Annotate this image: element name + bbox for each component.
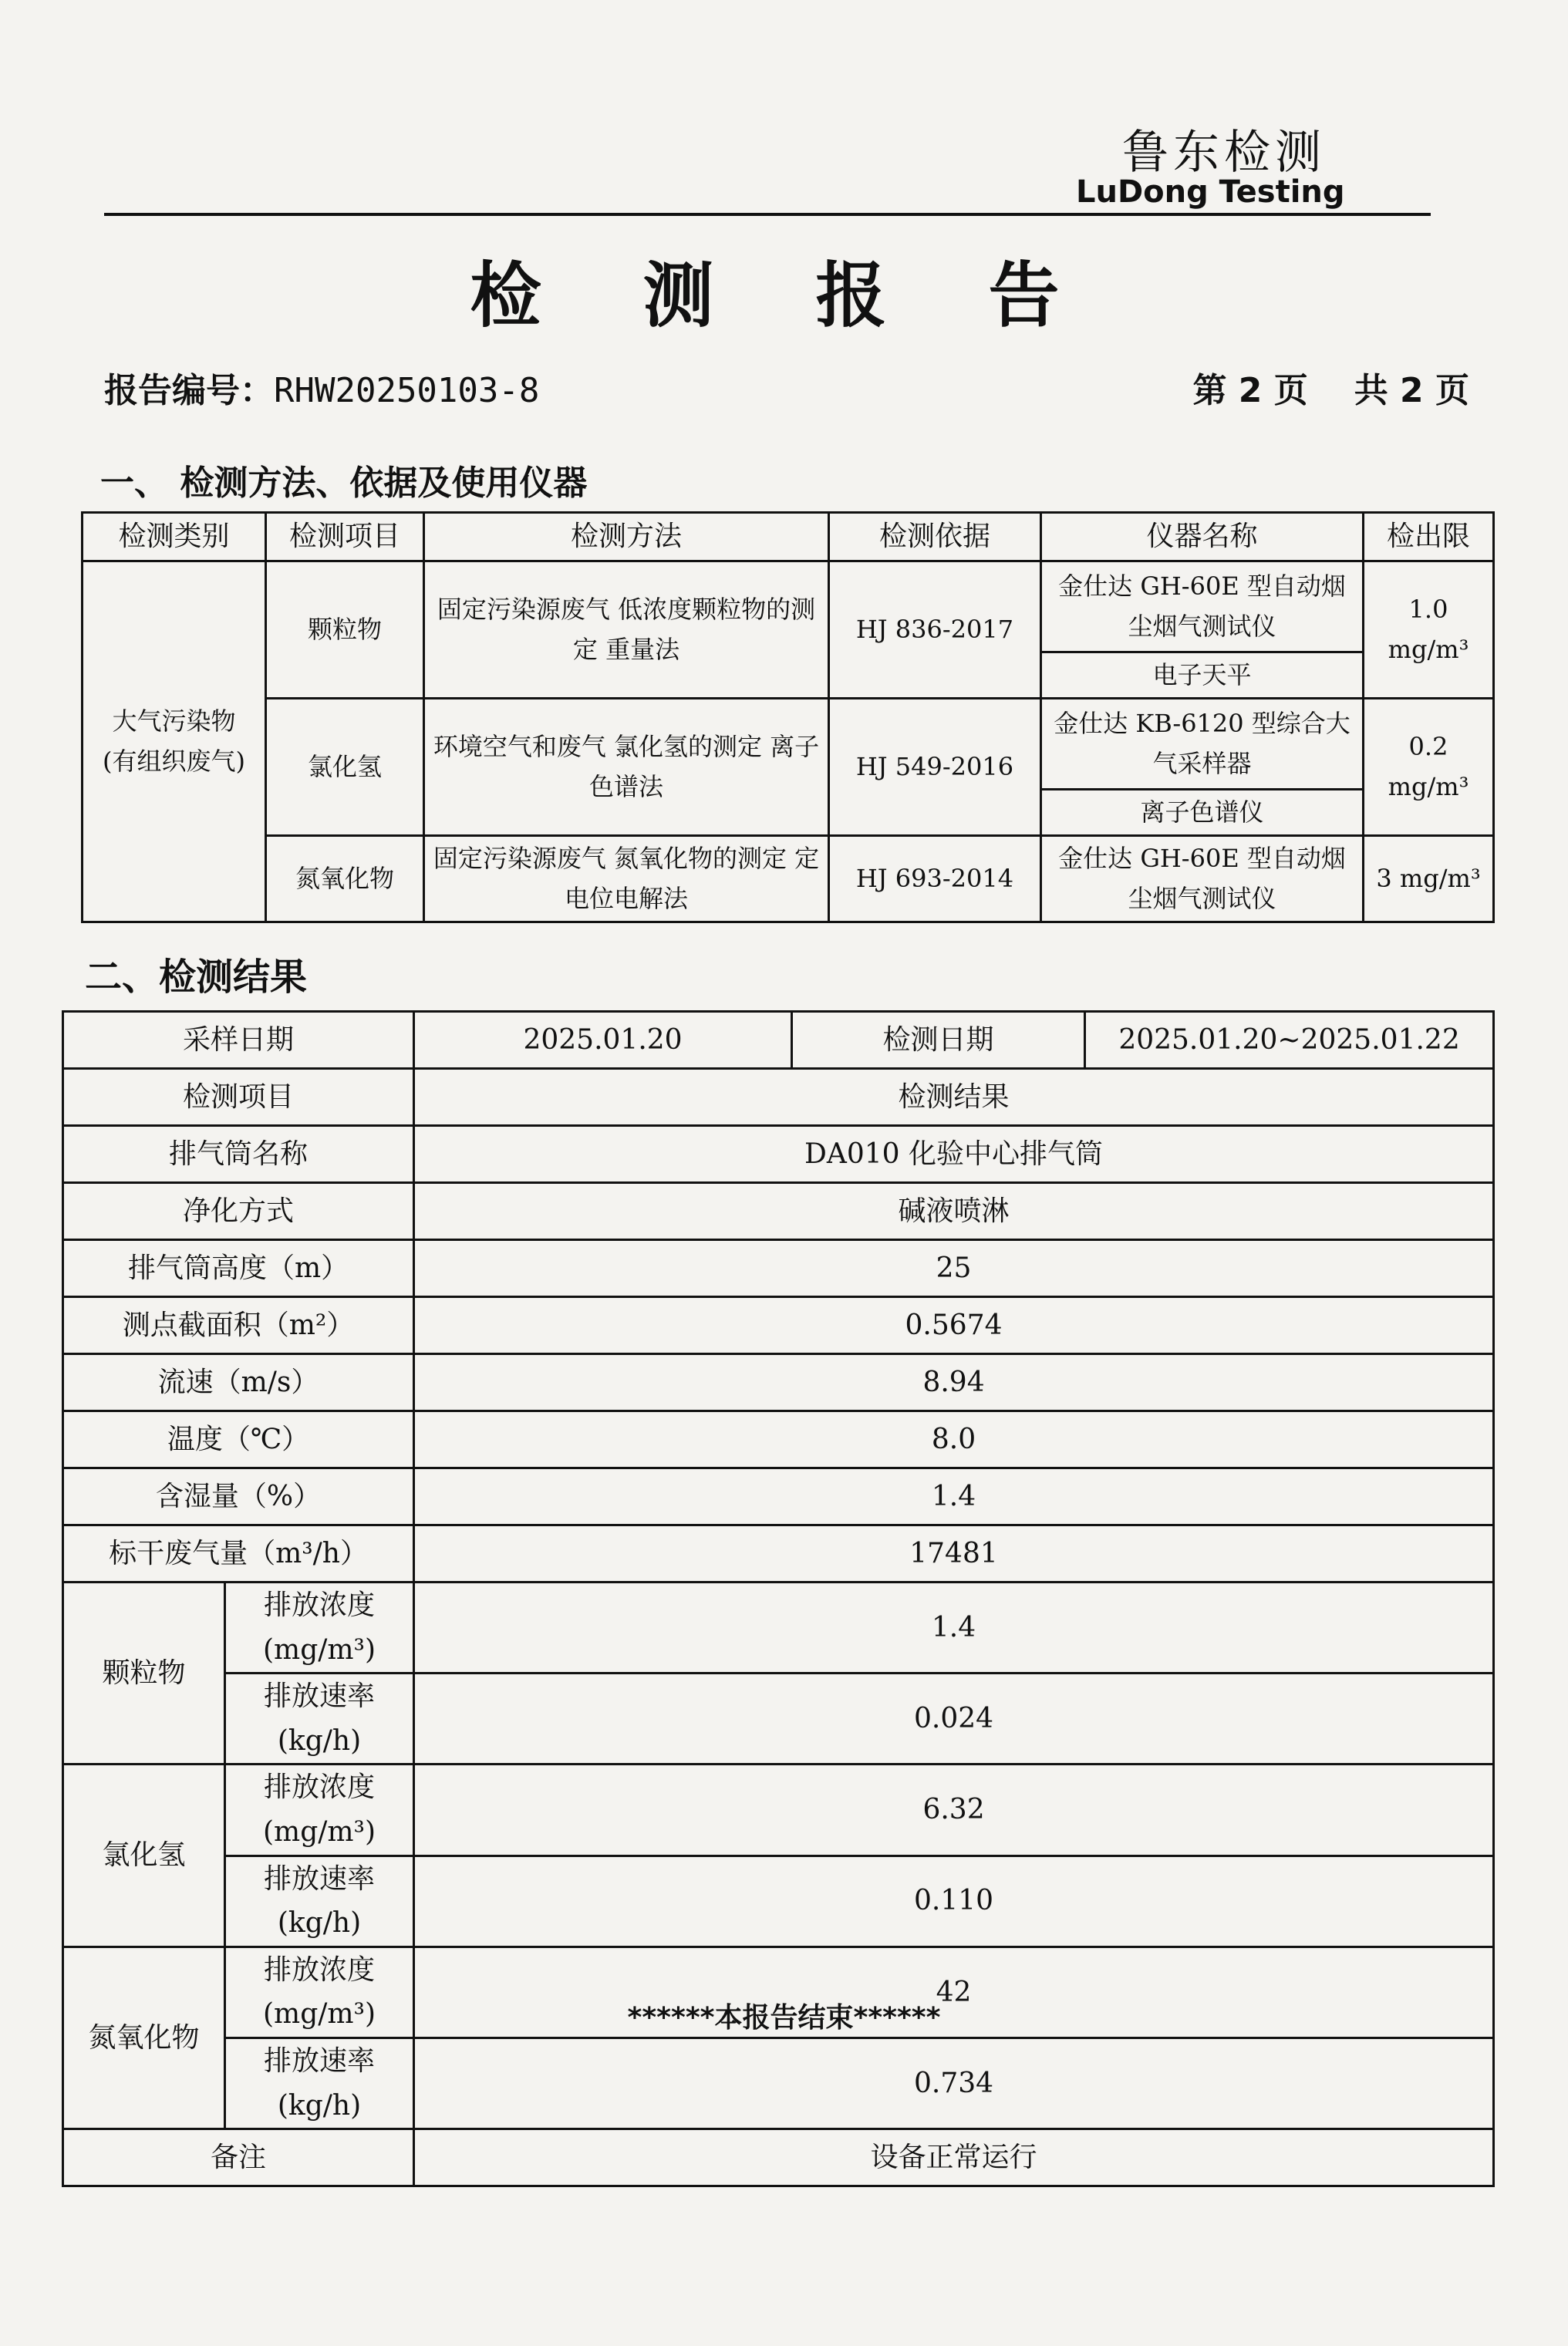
conc-label: 排放浓度(mg/m³) [225, 1583, 414, 1674]
report-title: 检 测 报 告 [470, 254, 1098, 337]
param-value: 25 [414, 1240, 1494, 1297]
param-value: 17481 [414, 1525, 1494, 1583]
category-cell: 大气污染物 (有组织废气) [83, 561, 266, 922]
item-cell: 氮氧化物 [266, 836, 424, 922]
conc-label: 排放浓度(mg/m³) [225, 1947, 414, 2038]
report-number-label: 报告编号： [104, 371, 274, 410]
param-label: 排气筒高度（m） [63, 1240, 414, 1297]
conc-value: 1.4 [414, 1583, 1494, 1674]
pollutant-name: 氯化氢 [63, 1765, 225, 1947]
instrument-cell: 金仕达 GH-60E 型自动烟尘烟气测试仪 [1041, 561, 1364, 652]
param-label: 排气筒名称 [63, 1126, 414, 1183]
method-cell: 固定污染源废气 低浓度颗粒物的测定 重量法 [424, 561, 829, 699]
section1-heading: 一、 检测方法、依据及使用仪器 [100, 463, 588, 503]
col-header-item: 检测项目 [266, 513, 424, 561]
rate-value: 0.110 [414, 1856, 1494, 1947]
rate-value: 0.024 [414, 1674, 1494, 1765]
header-divider [104, 213, 1431, 216]
rate-value: 0.734 [414, 2038, 1494, 2129]
conc-value: 42 [414, 1947, 1494, 2038]
report-number [104, 362, 539, 412]
param-value: DA010 化验中心排气筒 [414, 1126, 1494, 1183]
param-value: 碱液喷淋 [414, 1183, 1494, 1240]
item-cell: 颗粒物 [266, 561, 424, 699]
instrument-cell: 离子色谱仪 [1041, 790, 1364, 836]
param-label: 流速（m/s） [63, 1354, 414, 1411]
sampling-date-value: 2025.01.20 [414, 1012, 792, 1069]
test-date-label: 检测日期 [792, 1012, 1085, 1069]
param-label: 含湿量（%） [63, 1468, 414, 1525]
col-header-method: 检测方法 [424, 513, 829, 561]
rate-label: 排放速率(kg/h) [225, 2038, 414, 2129]
rate-label: 排放速率(kg/h) [225, 1856, 414, 1947]
section2-heading: 二、检测结果 [85, 956, 308, 999]
param-label: 净化方式 [63, 1183, 414, 1240]
company-logo-en: LuDong Testing [1076, 174, 1345, 210]
method-cell: 环境空气和废气 氯化氢的测定 离子色谱法 [424, 699, 829, 836]
param-label: 温度（℃） [63, 1411, 414, 1468]
result-header: 检测结果 [414, 1069, 1494, 1126]
basis-cell: HJ 549-2016 [829, 699, 1041, 836]
param-value: 8.0 [414, 1411, 1494, 1468]
page-indicator [1146, 362, 1469, 412]
pollutant-name: 颗粒物 [63, 1583, 225, 1765]
rate-label: 排放速率(kg/h) [225, 1674, 414, 1765]
conc-value: 6.32 [414, 1765, 1494, 1856]
item-header: 检测项目 [63, 1069, 414, 1126]
instrument-cell: 电子天平 [1041, 652, 1364, 699]
limit-cell: 3 mg/m³ [1364, 836, 1494, 922]
col-header-limit: 检出限 [1364, 513, 1494, 561]
param-value: 1.4 [414, 1468, 1494, 1525]
basis-cell: HJ 836-2017 [829, 561, 1041, 699]
limit-cell: 0.2 mg/m³ [1364, 699, 1494, 836]
page-current: 第 2 页 [1192, 371, 1308, 410]
param-value: 8.94 [414, 1354, 1494, 1411]
instrument-cell: 金仕达 KB-6120 型综合大气采样器 [1041, 699, 1364, 790]
basis-cell: HJ 693-2014 [829, 836, 1041, 922]
col-header-instrument: 仪器名称 [1041, 513, 1364, 561]
instrument-cell: 金仕达 GH-60E 型自动烟尘烟气测试仪 [1041, 836, 1364, 922]
page-total: 共 2 页 [1354, 371, 1469, 410]
sampling-date-label: 采样日期 [63, 1012, 414, 1069]
test-date-value: 2025.01.20~2025.01.22 [1085, 1012, 1494, 1069]
limit-cell: 1.0 mg/m³ [1364, 561, 1494, 699]
report-number-value: RHW20250103-8 [274, 371, 540, 410]
col-header-category: 检测类别 [83, 513, 266, 561]
pollutant-name: 氮氧化物 [63, 1947, 225, 2129]
report-end-marker: ******本报告结束****** [627, 2002, 941, 2034]
remark-label: 备注 [63, 2129, 414, 2186]
item-cell: 氯化氢 [266, 699, 424, 836]
param-label: 标干废气量（m³/h） [63, 1525, 414, 1583]
col-header-basis: 检测依据 [829, 513, 1041, 561]
methods-table [81, 511, 1495, 923]
param-value: 0.5674 [414, 1297, 1494, 1354]
method-cell: 固定污染源废气 氮氧化物的测定 定电位电解法 [424, 836, 829, 922]
company-logo-cn: 鲁东检测 [1122, 126, 1326, 180]
param-label: 测点截面积（m²） [63, 1297, 414, 1354]
remark-value: 设备正常运行 [414, 2129, 1494, 2186]
conc-label: 排放浓度(mg/m³) [225, 1765, 414, 1856]
